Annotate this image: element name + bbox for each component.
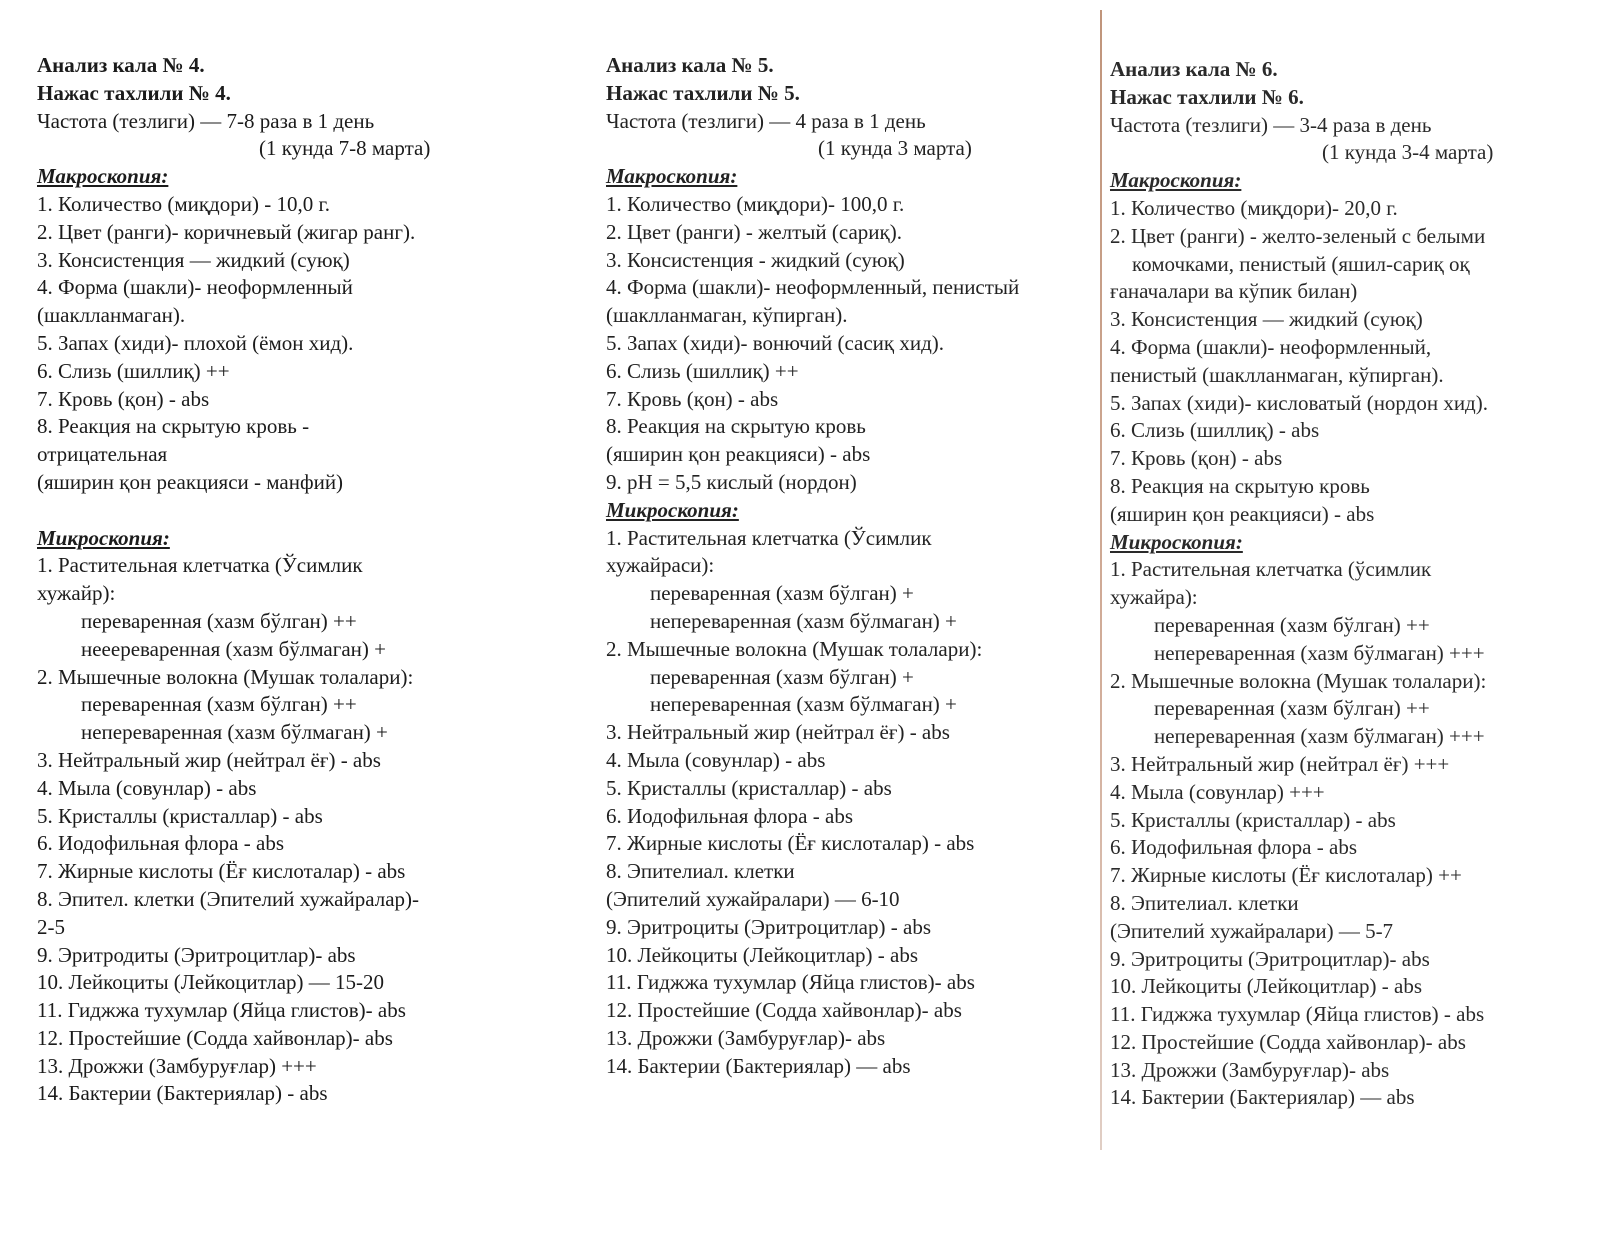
analysis-5-micro-item: 4. Мыла (совунлар) - abs [606, 747, 826, 772]
analysis-5-micro-item: 11. Гиджжа тухумлар (Яйца глистов)- abs [606, 970, 975, 995]
analysis-5-macro-item: 3. Консистенция - жидкий (суюқ) [606, 247, 905, 272]
analysis-4-micro-item: 1. Растительная клетчатка (Ўсимлик [37, 553, 363, 578]
analysis-5-micro-item: 1. Растительная клетчатка (Ўсимлик [606, 525, 932, 550]
analysis-4-micro-item: 3. Нейтральный жир (нейтрал ёғ) - abs [37, 747, 381, 772]
analysis-4-column [37, 52, 557, 1239]
analysis-6-micro-item: непереваренная (хазм бўлмаган) +++ [1154, 640, 1485, 665]
analysis-5-micro-item: (Эпителий хужайралари) — 6-10 [606, 886, 900, 911]
analysis-6-title-uz: Нажас тахлили № 6. [1110, 84, 1304, 109]
analysis-5-macro-item: 2. Цвет (ранги) - желтый (сариқ). [606, 219, 902, 244]
analysis-5-macro-item: 9. pH = 5,5 кислый (нордон) [606, 469, 857, 494]
analysis-6-macro-item: пенистый (шаклланмаган, кўпирган). [1110, 362, 1444, 387]
column-divider [1100, 10, 1102, 1150]
analysis-5-macro-item: 5. Запах (хиди)- вонючий (сасиқ хид). [606, 330, 945, 355]
analysis-5-macro-item: (шаклланмаган, кўпирган). [606, 303, 848, 328]
analysis-4-macro-item: 8. Реакция на скрытую кровь - [37, 414, 310, 439]
analysis-5-column [606, 52, 1096, 1239]
analysis-4-microscopy-heading: Микроскопия: [37, 525, 170, 550]
analysis-4-macro-item: (яширин қон реакцияси - манфий) [37, 469, 344, 494]
analysis-5-macro-item: (яширин қон реакцияси) - abs [606, 442, 871, 467]
analysis-5-micro-item: 2. Мышечные волокна (Мушак толалари): [606, 636, 983, 661]
analysis-4-micro-item: переваренная (хазм бўлган) ++ [81, 608, 357, 633]
analysis-4-frequency-uz: (1 кунда 7-8 марта) [259, 136, 431, 161]
analysis-5-micro-item: 9. Эритроциты (Эритроцитлар) - abs [606, 914, 931, 939]
analysis-4-macro-item: 6. Слизь (шиллиқ) ++ [37, 358, 230, 383]
analysis-4-micro-item: 11. Гиджжа тухумлар (Яйца глистов)- abs [37, 998, 406, 1023]
analysis-5-micro-item: непереваренная (хазм бўлмаган) + [650, 608, 957, 633]
analysis-4-macro-item: 5. Запах (хиди)- плохой (ёмон хид). [37, 330, 354, 355]
analysis-5-micro-item: 6. Иодофильная флора - abs [606, 803, 853, 828]
analysis-6-micro-item: 9. Эритроциты (Эритроцитлар)- abs [1110, 946, 1430, 971]
analysis-6-macroscopy-heading: Макроскопия: [1110, 168, 1242, 193]
analysis-4-micro-item: 5. Кристаллы (кристаллар) - abs [37, 803, 323, 828]
analysis-6-micro-item: 10. Лейкоциты (Лейкоцитлар) - abs [1110, 974, 1423, 999]
analysis-4-macro-item: отрицательная [37, 442, 168, 467]
analysis-4-micro-item: 9. Эритродиты (Эритроцитлар)- abs [37, 942, 356, 967]
analysis-4-micro-item: 2-5 [37, 914, 65, 939]
analysis-6-frequency: Частота (тезлиги) — 3-4 раза в день [1110, 112, 1432, 137]
analysis-6-macro-item: комочками, пенистый (яшил-сариқ оқ [1132, 251, 1470, 276]
analysis-6-macro-item: ғаначалари ва кўпик билан) [1110, 279, 1358, 304]
analysis-5-micro-item: непереваренная (хазм бўлмаган) + [650, 692, 957, 717]
analysis-5-micro-item: 8. Эпителиал. клетки [606, 859, 795, 884]
analysis-5-micro-item: 10. Лейкоциты (Лейкоцитлар) - abs [606, 942, 919, 967]
analysis-6-macro-item: 6. Слизь (шиллиқ) - abs [1110, 418, 1320, 443]
analysis-4-frequency: Частота (тезлиги) — 7-8 раза в 1 день [37, 108, 375, 133]
analysis-5-micro-item: 13. Дрожжи (Замбуруғлар)- abs [606, 1025, 886, 1050]
analysis-4-micro-item: переваренная (хазм бўлган) ++ [81, 692, 357, 717]
analysis-5-micro-item: переваренная (хазм бўлган) + [650, 581, 914, 606]
analysis-5-macro-item: 7. Кровь (қон) - abs [606, 386, 779, 411]
analysis-5-micro-item: 3. Нейтральный жир (нейтрал ёғ) - abs [606, 720, 950, 745]
analysis-6-micro-item: 11. Гиджжа тухумлар (Яйца глистов) - abs [1110, 1002, 1485, 1027]
analysis-6-macro-item: 8. Реакция на скрытую кровь [1110, 473, 1370, 498]
analysis-6-micro-item: 1. Растительная клетчатка (ўсимлик [1110, 557, 1432, 582]
analysis-4-micro-item: 8. Эпител. клетки (Эпителий хужайралар)- [37, 886, 420, 911]
analysis-6-micro-item: 7. Жирные кислоты (Ёғ кислоталар) ++ [1110, 863, 1462, 888]
analysis-4-macro-item: 2. Цвет (ранги)- коричневый (жигар ранг). [37, 219, 416, 244]
analysis-6-micro-item: (Эпителий хужайралари) — 5-7 [1110, 918, 1394, 943]
analysis-4-micro-item: нееереваренная (хазм бўлмаган) + [81, 636, 386, 661]
analysis-6-micro-item: непереваренная (хазм бўлмаган) +++ [1154, 724, 1485, 749]
analysis-6-micro-item: 8. Эпителиал. клетки [1110, 890, 1299, 915]
analysis-5-micro-item: 12. Простейшие (Содда хайвонлар)- abs [606, 998, 962, 1023]
analysis-5-macro-item: 8. Реакция на скрытую кровь [606, 414, 866, 439]
analysis-6-macro-item: 2. Цвет (ранги) - желто-зеленый с белыми [1110, 223, 1486, 248]
analysis-4-micro-item: 6. Иодофильная флора - abs [37, 831, 284, 856]
analysis-6-micro-item: 3. Нейтральный жир (нейтрал ёғ) +++ [1110, 751, 1450, 776]
analysis-4-micro-item: 2. Мышечные волокна (Мушак толалари): [37, 664, 414, 689]
analysis-4-macro-item: (шаклланмаган). [37, 303, 186, 328]
analysis-6-micro-item: 4. Мыла (совунлар) +++ [1110, 779, 1325, 804]
analysis-4-macroscopy-heading: Макроскопия: [37, 164, 169, 189]
analysis-6-micro-item: 6. Иодофильная флора - abs [1110, 835, 1357, 860]
analysis-6-micro-item: 2. Мышечные волокна (Мушак толалари): [1110, 668, 1487, 693]
analysis-5-frequency-uz: (1 кунда 3 марта) [818, 136, 972, 161]
analysis-6-micro-item: 14. Бактерии (Бактериялар) — abs [1110, 1085, 1415, 1110]
analysis-6-micro-item: 5. Кристаллы (кристаллар) - abs [1110, 807, 1396, 832]
analysis-5-frequency: Частота (тезлиги) — 4 раза в 1 день [606, 108, 926, 133]
analysis-5-micro-item: 5. Кристаллы (кристаллар) - abs [606, 775, 892, 800]
analysis-4-micro-item: непереваренная (хазм бўлмаган) + [81, 720, 388, 745]
spacer [37, 497, 557, 525]
analysis-6-macro-item: 1. Количество (миқдори)- 20,0 г. [1110, 195, 1398, 220]
analysis-4-title-ru: Анализ кала № 4. [37, 53, 205, 77]
analysis-4-micro-item: 10. Лейкоциты (Лейкоцитлар) — 15-20 [37, 970, 385, 995]
analysis-4-micro-item: 14. Бактерии (Бактериялар) - abs [37, 1081, 328, 1106]
analysis-4-macro-item: 7. Кровь (қон) - abs [37, 386, 210, 411]
analysis-5-title-uz: Нажас тахлили № 5. [606, 80, 800, 105]
analysis-4-micro-item: 7. Жирные кислоты (Ёғ кислоталар) - abs [37, 859, 406, 884]
analysis-5-micro-item: 14. Бактерии (Бактериялар) — abs [606, 1053, 911, 1078]
analysis-5-micro-item: хужайраси): [606, 553, 715, 578]
analysis-4-title-uz: Нажас тахлили № 4. [37, 80, 231, 105]
analysis-5-micro-item: переваренная (хазм бўлган) + [650, 664, 914, 689]
analysis-6-micro-item: хужайра): [1110, 585, 1198, 610]
analysis-6-title-ru: Анализ кала № 6. [1110, 57, 1278, 81]
analysis-6-frequency-uz: (1 кунда 3-4 марта) [1322, 140, 1494, 165]
analysis-6-macro-item: 4. Форма (шакли)- неоформленный, [1110, 334, 1432, 359]
analysis-5-title-ru: Анализ кала № 5. [606, 53, 774, 77]
analysis-4-macro-item: 1. Количество (миқдори) - 10,0 г. [37, 191, 330, 216]
analysis-4-macro-item: 3. Консистенция — жидкий (суюқ) [37, 247, 350, 272]
analysis-6-microscopy-heading: Микроскопия: [1110, 529, 1243, 554]
analysis-6-micro-item: 13. Дрожжи (Замбуруғлар)- abs [1110, 1057, 1390, 1082]
analysis-6-macro-item: 7. Кровь (қон) - abs [1110, 446, 1283, 471]
analysis-6-macro-item: 5. Запах (хиди)- кисловатый (нордон хид). [1110, 390, 1488, 415]
analysis-6-micro-item: переваренная (хазм бўлган) ++ [1154, 612, 1430, 637]
analysis-4-macro-item: 4. Форма (шакли)- неоформленный [37, 275, 353, 300]
analysis-4-micro-item: 4. Мыла (совунлар) - abs [37, 775, 257, 800]
analysis-6-micro-item: переваренная (хазм бўлган) ++ [1154, 696, 1430, 721]
analysis-5-macro-item: 4. Форма (шакли)- неоформленный, пенистый [606, 275, 1020, 300]
analysis-5-micro-item: 7. Жирные кислоты (Ёғ кислоталар) - abs [606, 831, 975, 856]
analysis-4-micro-item: 12. Простейшие (Содда хайвонлар)- abs [37, 1025, 393, 1050]
analysis-6-macro-item: 3. Консистенция — жидкий (суюқ) [1110, 307, 1423, 332]
analysis-6-macro-item: (яширин қон реакцияси) - abs [1110, 501, 1375, 526]
analysis-5-macro-item: 1. Количество (миқдори)- 100,0 г. [606, 191, 905, 216]
analysis-5-macroscopy-heading: Макроскопия: [606, 164, 738, 189]
analysis-4-micro-item: 13. Дрожжи (Замбуруғлар) +++ [37, 1053, 317, 1078]
analysis-6-micro-item: 12. Простейшие (Содда хайвонлар)- abs [1110, 1029, 1466, 1054]
analysis-6-column [1110, 56, 1580, 1243]
analysis-4-micro-item: хужайр): [37, 581, 116, 606]
analysis-5-microscopy-heading: Микроскопия: [606, 497, 739, 522]
analysis-5-macro-item: 6. Слизь (шиллиқ) ++ [606, 358, 799, 383]
